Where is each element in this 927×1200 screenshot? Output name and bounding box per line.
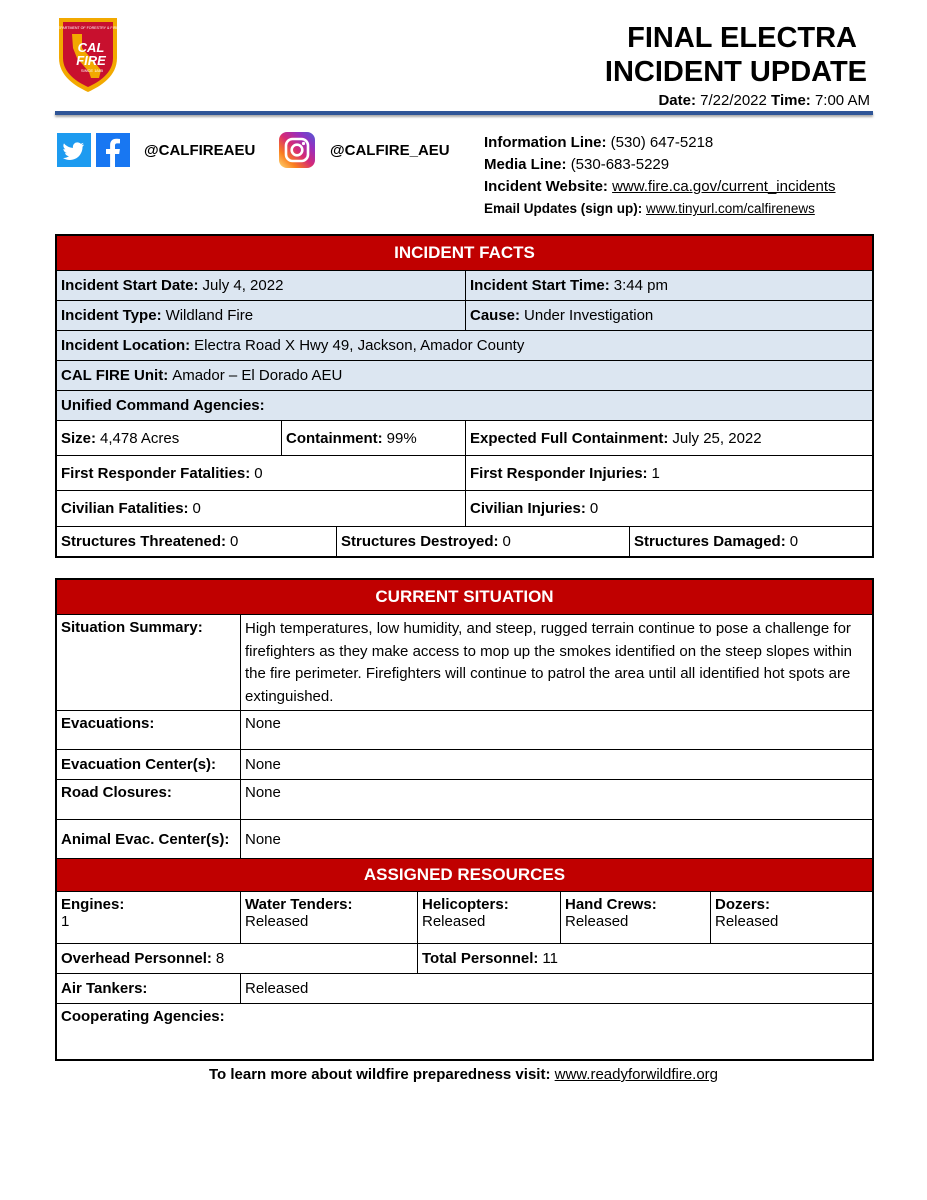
- email-updates-link[interactable]: www.tinyurl.com/calfirenews: [646, 201, 815, 216]
- structures-damaged-label: Structures Damaged:: [634, 533, 786, 550]
- total-personnel-cell: [417, 944, 872, 973]
- fr-fatalities-value: 0: [254, 464, 263, 482]
- incident-type-value: Wildland Fire: [165, 307, 254, 324]
- time-value: 7:00 AM: [814, 92, 870, 109]
- evacuations-label: Evacuations:: [61, 715, 155, 732]
- hand-crews-value: Released: [565, 913, 629, 930]
- size-label: Size:: [61, 429, 97, 447]
- evacuation-centers-label: Evacuation Center(s):: [61, 756, 217, 773]
- overhead-personnel-cell: [57, 944, 417, 973]
- footer-text: To learn more about wildfire preparedness visit:: [208, 1066, 551, 1083]
- calfire-unit-value: Amador – El Dorado AEU: [172, 367, 343, 384]
- cause-label: Cause:: [470, 307, 521, 324]
- containment-value: 99%: [386, 429, 417, 447]
- fr-fatalities-cell: [57, 456, 465, 490]
- air-tankers-value: Released: [240, 974, 872, 1003]
- structures-destroyed-cell: [336, 527, 629, 556]
- situation-summary-label-cell: [57, 615, 240, 710]
- start-time-label: Incident Start Time:: [470, 277, 610, 294]
- footer: [0, 1066, 927, 1083]
- civilian-injuries-label: Civilian Injuries:: [470, 500, 586, 517]
- date-value: 7/22/2022: [700, 92, 767, 109]
- evacuations-label-cell: [57, 711, 240, 749]
- header-rule: [55, 111, 873, 115]
- unified-command-label: Unified Command Agencies:: [61, 397, 265, 414]
- air-tankers-label-cell: [57, 974, 240, 1003]
- water-tenders-cell: [240, 892, 417, 943]
- email-updates-label: Email Updates (sign up):: [484, 201, 643, 216]
- total-personnel-value: 11: [542, 950, 558, 967]
- total-personnel-label: Total Personnel:: [422, 950, 539, 967]
- animal-evac-label-cell: [57, 820, 240, 858]
- time-label: Time:: [771, 92, 811, 109]
- water-tenders-label: Water Tenders:: [245, 896, 353, 913]
- animal-evac-value: None: [240, 820, 872, 858]
- size-cell: [57, 421, 281, 455]
- containment-cell: [281, 421, 465, 455]
- unified-command-cell: [57, 391, 872, 420]
- start-time-cell: [465, 271, 872, 300]
- logo-cal: CAL: [77, 40, 105, 55]
- page-title-line1: FINAL ELECTRA: [627, 22, 857, 54]
- fr-injuries-value: 1: [651, 464, 660, 482]
- date-time-line: [658, 92, 870, 109]
- civilian-injuries-value: 0: [589, 500, 599, 517]
- twitter-icon[interactable]: [57, 133, 91, 167]
- size-value: 4,478 Acres: [100, 429, 180, 447]
- hand-crews-cell: [560, 892, 710, 943]
- road-closures-label: Road Closures:: [61, 784, 172, 801]
- evacuation-centers-value: None: [240, 750, 872, 779]
- water-tenders-value: Released: [245, 913, 309, 930]
- incident-location-label: Incident Location:: [61, 337, 191, 354]
- cooperating-agencies-cell: [57, 1004, 872, 1059]
- full-containment-value: July 25, 2022: [672, 429, 762, 447]
- media-line: [484, 156, 669, 173]
- incident-website: [484, 178, 836, 195]
- civilian-injuries-cell: [465, 491, 872, 526]
- fr-injuries-cell: [465, 456, 872, 490]
- full-containment-label: Expected Full Containment:: [470, 429, 669, 447]
- containment-label: Containment:: [286, 429, 383, 447]
- evacuation-centers-label-cell: [57, 750, 240, 779]
- cause-cell: [465, 301, 872, 330]
- calfire-unit-label: CAL FIRE Unit:: [61, 367, 169, 384]
- hand-crews-label: Hand Crews:: [565, 896, 657, 913]
- start-time-value: 3:44 pm: [613, 277, 668, 294]
- engines-label: Engines:: [61, 896, 125, 913]
- overhead-personnel-label: Overhead Personnel:: [61, 950, 212, 967]
- facebook-icon[interactable]: [96, 133, 130, 167]
- full-containment-cell: [465, 421, 872, 455]
- incident-type-label: Incident Type:: [61, 307, 162, 324]
- civilian-fatalities-cell: [57, 491, 465, 526]
- helicopters-value: Released: [422, 913, 486, 930]
- dozers-label: Dozers:: [715, 896, 771, 913]
- start-date-label: Incident Start Date:: [61, 277, 199, 294]
- incident-website-label: Incident Website:: [484, 178, 608, 195]
- structures-threatened-label: Structures Threatened:: [61, 533, 227, 550]
- information-line-value: (530) 647-5218: [610, 134, 714, 151]
- assigned-resources-heading: ASSIGNED RESOURCES: [57, 859, 872, 891]
- helicopters-label: Helicopters:: [422, 896, 509, 913]
- dozers-value: Released: [715, 913, 779, 930]
- logo-fire: FIRE: [76, 53, 106, 68]
- engines-cell: [57, 892, 240, 943]
- incident-facts-table: [55, 234, 874, 558]
- engines-value: 1: [61, 913, 70, 930]
- incident-location-cell: [57, 331, 872, 360]
- media-line-value: (530-683-5229: [570, 156, 670, 173]
- fr-injuries-label: First Responder Injuries:: [470, 464, 648, 482]
- logo-since: SINCE 1885: [80, 68, 104, 73]
- structures-threatened-value: 0: [230, 533, 239, 550]
- current-situation-table: [55, 578, 874, 1061]
- cooperating-agencies-label: Cooperating Agencies:: [61, 1008, 225, 1025]
- information-line: [484, 134, 713, 151]
- civilian-fatalities-label: Civilian Fatalities:: [61, 500, 189, 517]
- fr-fatalities-label: First Responder Fatalities:: [61, 464, 251, 482]
- page-title-line2: INCIDENT UPDATE: [604, 56, 867, 88]
- structures-damaged-cell: [629, 527, 872, 556]
- helicopters-cell: [417, 892, 560, 943]
- situation-summary-label: Situation Summary:: [61, 619, 203, 636]
- twitter-facebook-handle[interactable]: @CALFIREAEU: [144, 142, 256, 159]
- road-closures-label-cell: [57, 780, 240, 819]
- civilian-fatalities-value: 0: [192, 500, 201, 517]
- start-date-value: July 4, 2022: [202, 277, 284, 294]
- structures-damaged-value: 0: [789, 533, 799, 550]
- evacuations-value: None: [240, 711, 872, 749]
- calfire-unit-cell: [57, 361, 872, 390]
- instagram-handle[interactable]: @CALFIRE_AEU: [330, 142, 450, 159]
- incident-website-link[interactable]: www.fire.ca.gov/current_incidents: [612, 178, 836, 195]
- dozers-cell: [710, 892, 872, 943]
- current-situation-heading: CURRENT SITUATION: [57, 580, 872, 614]
- road-closures-value: None: [240, 780, 872, 819]
- situation-summary-text: High temperatures, low humidity, and steep, rugged terrain continue to pose a challenge for firefighters as they make access to mop up the smokes identified on the steep slopes within the fire perimeter. Firefighters will continue to patrol the area until all identified hot spots are extinguished.: [240, 615, 872, 710]
- structures-destroyed-label: Structures Destroyed:: [341, 533, 499, 550]
- start-date-cell: [57, 271, 465, 300]
- structures-destroyed-value: 0: [502, 533, 511, 550]
- email-updates: [484, 201, 815, 216]
- instagram-icon[interactable]: [279, 132, 315, 168]
- animal-evac-label: Animal Evac. Center(s):: [61, 830, 230, 848]
- overhead-personnel-value: 8: [215, 950, 225, 967]
- cause-value: Under Investigation: [524, 307, 654, 324]
- incident-facts-heading: INCIDENT FACTS: [57, 236, 872, 270]
- information-line-label: Information Line:: [484, 134, 607, 151]
- footer-link[interactable]: www.readyforwildfire.org: [554, 1066, 719, 1083]
- calfire-logo: [32, 14, 144, 94]
- media-line-label: Media Line:: [484, 156, 567, 173]
- date-label: Date:: [658, 92, 696, 109]
- incident-location-value: Electra Road X Hwy 49, Jackson, Amador County: [194, 337, 525, 354]
- logo-top-text: CALIFORNIA DEPARTMENT OF FORESTRY & FIRE PROTECTION: [32, 26, 144, 30]
- air-tankers-label: Air Tankers:: [61, 980, 148, 997]
- structures-threatened-cell: [57, 527, 336, 556]
- incident-type-cell: [57, 301, 465, 330]
